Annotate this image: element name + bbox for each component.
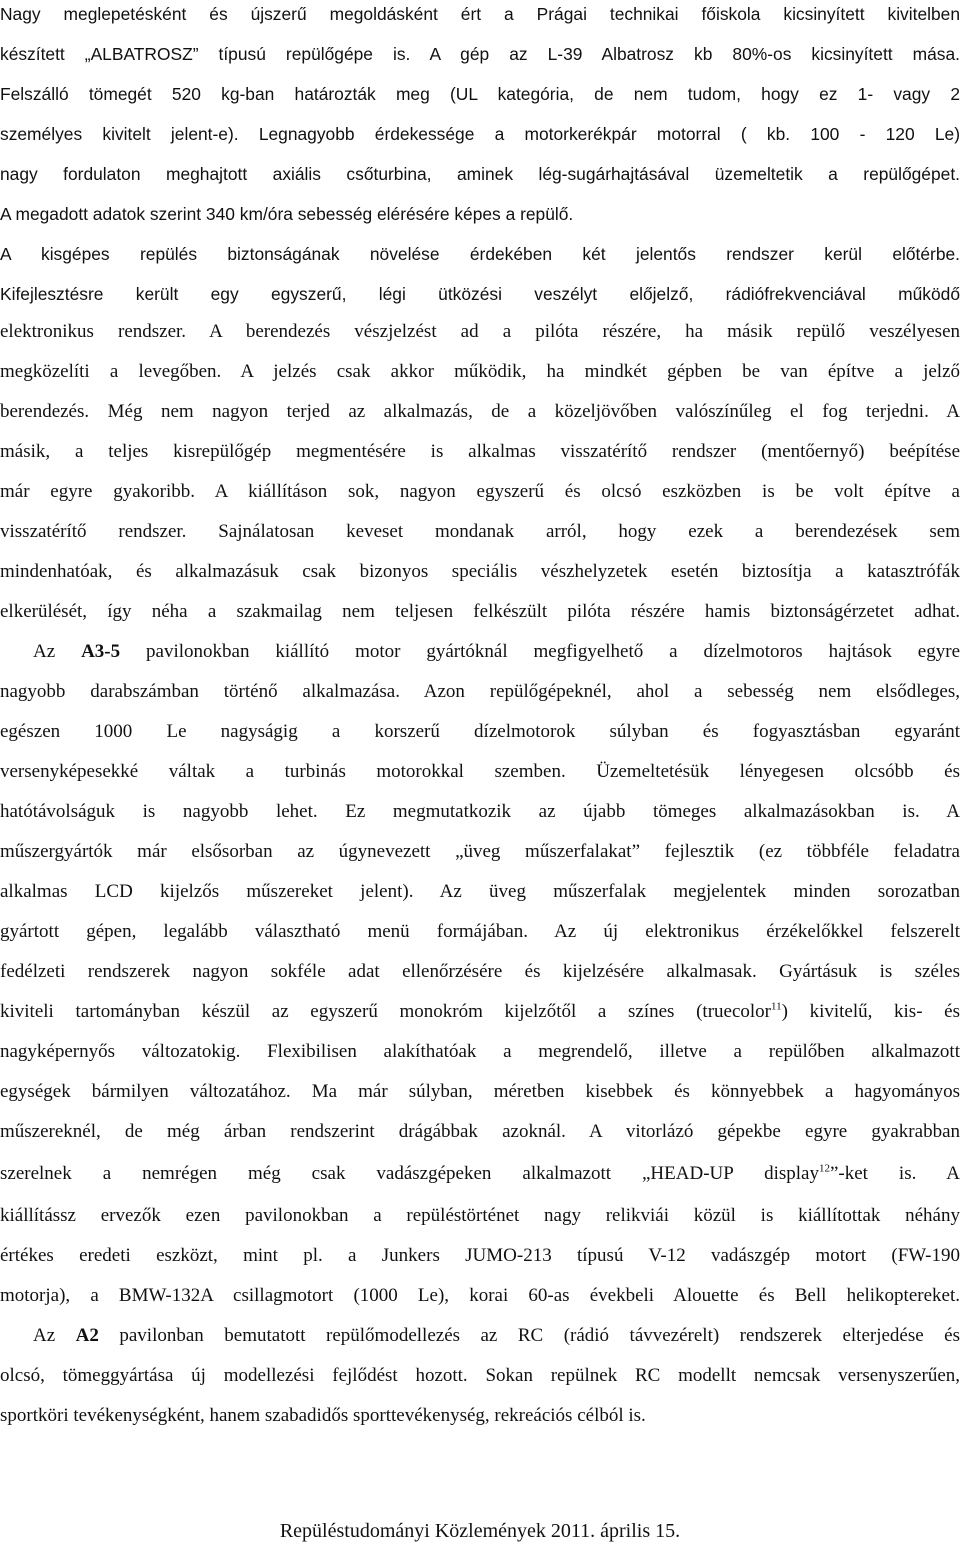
footnote-ref: 11	[771, 1000, 782, 1013]
text-line: A kisgépes repülés biztonságának növelése érdekében két jelentős rendszer kerül előtérbe.	[0, 244, 960, 264]
text-line: alkalmas LCD kijelzős műszereket jelent). Az üveg műszerfalak megjelentek minden sorozatban	[0, 881, 960, 902]
text-line: olcsó, tömeggyártása új modellezési fejlődést hozott. Sokan repülnek RC modellt nemcsak versenyszerűen,	[0, 1365, 960, 1386]
text-line: készített „ALBATROSZ” típusú repülőgépe is. A gép az L-39 Albatrosz kb 80%-os kicsinyített mása.	[0, 44, 960, 64]
text-line: Felszálló tömegét 520 kg-ban határozták meg (UL kategória, de nem tudom, hogy ez 1- vagy 2	[0, 84, 960, 104]
text-line: sportköri tevékenységként, hanem szabadidős sporttevékenység, rekreációs célból is.	[0, 1405, 646, 1426]
text-line: megközelíti a levegőben. A jelzés csak akkor működik, ha mindkét gépben be van építve a jelző	[0, 361, 960, 382]
text-line	[0, 1002, 960, 1021]
text-line: versenyképesekké váltak a turbinás motorokkal szemben. Üzemeltetésük lényegesen olcsóbb és	[0, 761, 960, 782]
text-line: Nagy meglepetésként és újszerű megoldásként ért a Prágai technikai főiskola kicsinyített kivitelben	[0, 4, 960, 24]
text-line: kiállítássz ervezők ezen pavilonokban a repüléstörténet nagy relikviái közül is kiállítottak néhány	[0, 1205, 960, 1226]
text-line: értékes eredeti eszközt, mint pl. a Junkers JUMO-213 típusú V-12 vadászgép motort (FW-190	[0, 1245, 960, 1266]
text-line: személyes kivitelt jelent-e). Legnagyobb érdekessége a motorkerékpár motorral ( kb. 100 - 120 Le)	[0, 124, 960, 144]
text-line: műszergyártók már elsősorban az úgynevezett „üveg műszerfalakat” fejlesztik (ez többféle feladatra	[0, 841, 960, 862]
text-run: Az	[33, 1325, 76, 1346]
text-line: fedélzeti rendszerek nagyon sokféle adat ellenőrzésére és kijelzésére alkalmasak. Gyártásuk is széles	[0, 961, 960, 982]
text-run: kiviteli tartományban készül az egyszerű monokróm kijelzőtől a színes (truecolor	[0, 1001, 771, 1022]
text-line: műszereknél, de még árban rendszerint drágábbak azoknál. A vitorlázó gépekbe egyre gyakrabban	[0, 1121, 960, 1142]
text-run: ”-ket is. A	[829, 1163, 960, 1184]
text-line: Kifejlesztésre került egy egyszerű, légi ütközési veszélyt előjelző, rádiófrekvenciával működő	[0, 284, 960, 304]
text-line	[0, 1164, 960, 1183]
text-line: A megadott adatok szerint 340 km/óra sebesség elérésére képes a repülő.	[0, 204, 574, 224]
text-run: ) kivitelű, kis- és	[781, 1001, 960, 1022]
pavilion-label-bold: A2	[75, 1325, 99, 1346]
text-line: berendezés. Még nem nagyon terjed az alkalmazás, de a közeljövőben valószínűleg el fog terjedni. A	[0, 401, 960, 422]
text-line: nagy fordulaton meghajtott axiális csőturbina, aminek lég-sugárhajtásával üzemeltetik a repülőgépet.	[0, 164, 960, 184]
text-line: egészen 1000 Le nagyságig a korszerű dízelmotorok súlyban és fogyasztásban egyaránt	[0, 721, 960, 742]
text-run: Az	[33, 641, 82, 662]
footnote-ref: 12	[818, 1162, 830, 1175]
text-line: motorja), a BMW-132A csillagmotort (1000 Le), korai 60-as évekbeli Alouette és Bell helikoptereket.	[0, 1285, 960, 1306]
text-line: hatótávolságuk is nagyobb lehet. Ez megmutatkozik az újabb tömeges alkalmazásokban is. A	[0, 801, 960, 822]
text-line: egységek bármilyen változatához. Ma már súlyban, méretben kisebbek és könnyebbek a hagyományos	[0, 1081, 960, 1102]
text-line: visszatérítő rendszer. Sajnálatosan keveset mondanak arról, hogy ezek a berendezések sem	[0, 521, 960, 542]
text-line	[0, 642, 960, 661]
text-line: gyártott gépen, legalább választható menü formájában. Az új elektronikus érzékelőkkel felszerelt	[0, 921, 960, 942]
text-run: pavilonban bemutatott repülőmodellezés az RC (rádió távvezérelt) rendszerek elterjedése és	[98, 1325, 960, 1346]
page-footer: Repüléstudományi Közlemények 2011. április 15.	[279, 1520, 681, 1542]
text-line	[0, 1326, 960, 1345]
pavilion-label-bold: A3-5	[81, 641, 121, 662]
text-line: nagyképernyős változatokig. Flexibilisen alakíthatóak a megrendelő, illetve a repülőben alkalmazott	[0, 1041, 960, 1062]
text-line: mindenhatóak, és alkalmazásuk csak bizonyos speciális vészhelyzetek esetén biztosítja a katasztrófák	[0, 561, 960, 582]
text-run: szerelnek a nemrégen még csak vadászgépeken alkalmazott „HEAD-UP display	[0, 1163, 819, 1184]
text-line: nagyobb darabszámban történő alkalmazása. Azon repülőgépeknél, ahol a sebesség nem elsődleges,	[0, 681, 960, 702]
text-line: másik, a teljes kisrepülőgép megmentésére is alkalmas visszatérítő rendszer (mentőernyő) beépítése	[0, 441, 960, 462]
text-line: elkerülését, így néha a szakmailag nem teljesen felkészült pilóta részére hamis biztonságérzetet adhat.	[0, 601, 960, 622]
text-line: elektronikus rendszer. A berendezés vészjelzést ad a pilóta részére, ha másik repülő veszélyesen	[0, 321, 960, 342]
text-run: pavilonokban kiállító motor gyártóknál megfigyelhető a dízelmotoros hajtások egyre	[120, 641, 960, 662]
text-line: már egyre gyakoribb. A kiállításon sok, nagyon egyszerű és olcsó eszközben is be volt építve a	[0, 481, 960, 502]
